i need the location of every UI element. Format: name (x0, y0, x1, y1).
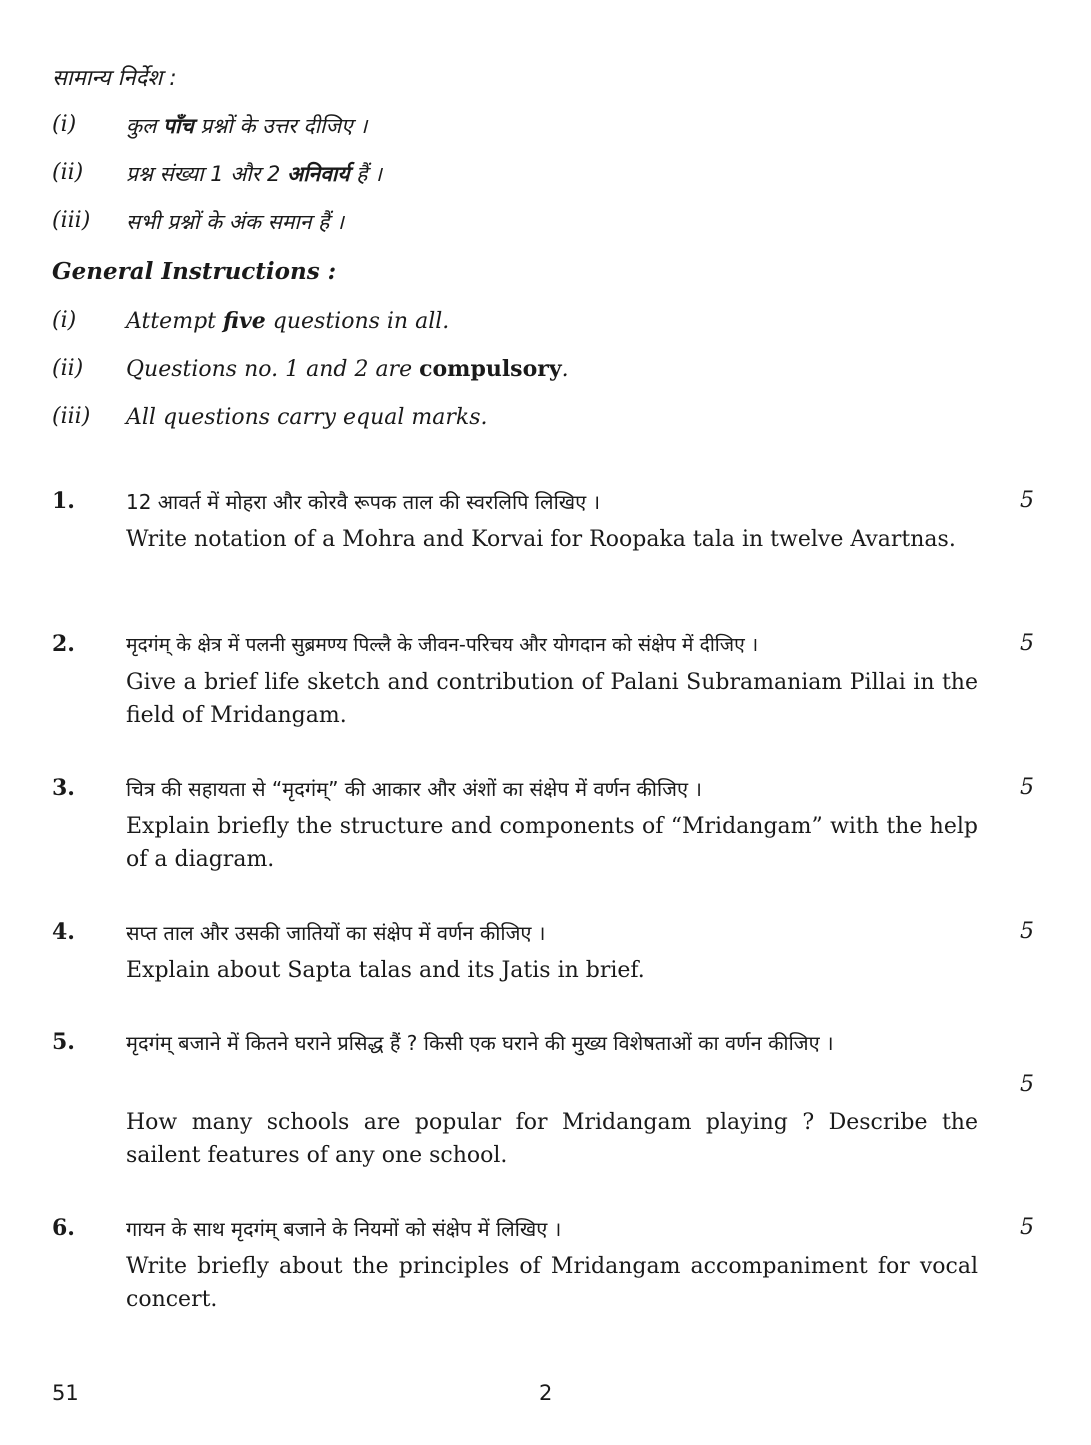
instruction-number: (i) (52, 308, 77, 333)
question-marks: 5 (1020, 488, 1034, 513)
question-text-hindi: मृदगंम् के क्षेत्र में पलनी सुब्रमण्य पिल्लै के जीवन-परिचय और योगदान को संक्षेप में दीजिए । (126, 633, 759, 656)
english-instructions-heading: General Instructions : (52, 258, 337, 285)
question-text-hindi: सप्त ताल और उसकी जातियों का संक्षेप में वर्णन कीजिए । (126, 921, 546, 945)
question-text-english: Write briefly about the principles of Mridangam accompaniment for vocal concert. (126, 1254, 978, 1312)
question-number: 4. (52, 919, 75, 945)
instruction-text: All questions carry equal marks. (126, 405, 488, 430)
question-text-english: Explain about Sapta talas and its Jatis in brief. (126, 958, 645, 983)
question-text-english: Write notation of a Mohra and Korvai for Roopaka tala in twelve Avartnas. (126, 527, 956, 552)
instruction-number: (iii) (52, 404, 91, 429)
question-text-english: How many schools are popular for Mridangam playing ? Describe the sailent features of any one school. (126, 1110, 978, 1168)
question-marks: 5 (1020, 631, 1034, 656)
page-number: 2 (539, 1381, 553, 1405)
instruction-text: कुल पाँच प्रश्नों के उत्तर दीजिए । (126, 114, 368, 138)
question-text-hindi: 12 आवर्त में मोहरा और कोरवै रूपक ताल की स्वरलिपि लिखिए । (126, 490, 601, 514)
question-text-hindi: गायन के साथ मृदगंम् बजाने के नियमों को संक्षेप में लिखिए । (126, 1217, 562, 1241)
instruction-text: प्रश्न संख्या 1 और 2 अनिवार्य हैं । (126, 162, 382, 186)
question-text-hindi: मृदगंम् बजाने में कितने घराने प्रसिद्ध हैं ? किसी एक घराने की मुख्य विशेषताओं का वर्णन कीजिए । (126, 1031, 834, 1055)
question-number: 2. (52, 631, 75, 657)
question-text-hindi: चित्र की सहायता से “मृदगंम्” की आकार और अंशों का संक्षेप में वर्णन कीजिए । (126, 777, 703, 801)
question-number: 3. (52, 775, 75, 801)
question-marks: 5 (1020, 775, 1034, 800)
question-marks: 5 (1020, 1215, 1034, 1240)
question-text-english: Explain briefly the structure and components of “Mridangam” with the help of a diagram. (126, 814, 978, 872)
question-marks: 5 (1020, 1072, 1034, 1097)
paper-code: 51 (52, 1381, 79, 1405)
instruction-text: सभी प्रश्नों के अंक समान हैं । (126, 210, 344, 234)
instruction-text: Questions no. 1 and 2 are compulsory. (126, 356, 569, 382)
question-number: 6. (52, 1215, 75, 1241)
instruction-text: Attempt five questions in all. (126, 308, 450, 334)
hindi-instructions-heading: सामान्य निर्देश : (52, 66, 177, 91)
instruction-number: (iii) (52, 208, 91, 233)
question-marks: 5 (1020, 919, 1034, 944)
question-number: 5. (52, 1029, 75, 1055)
instruction-number: (ii) (52, 160, 84, 185)
instruction-number: (ii) (52, 356, 84, 381)
question-number: 1. (52, 488, 75, 514)
instruction-number: (i) (52, 112, 77, 137)
question-text-english: Give a brief life sketch and contribution of Palani Subramaniam Pillai in the field of Mridangam. (126, 670, 978, 728)
